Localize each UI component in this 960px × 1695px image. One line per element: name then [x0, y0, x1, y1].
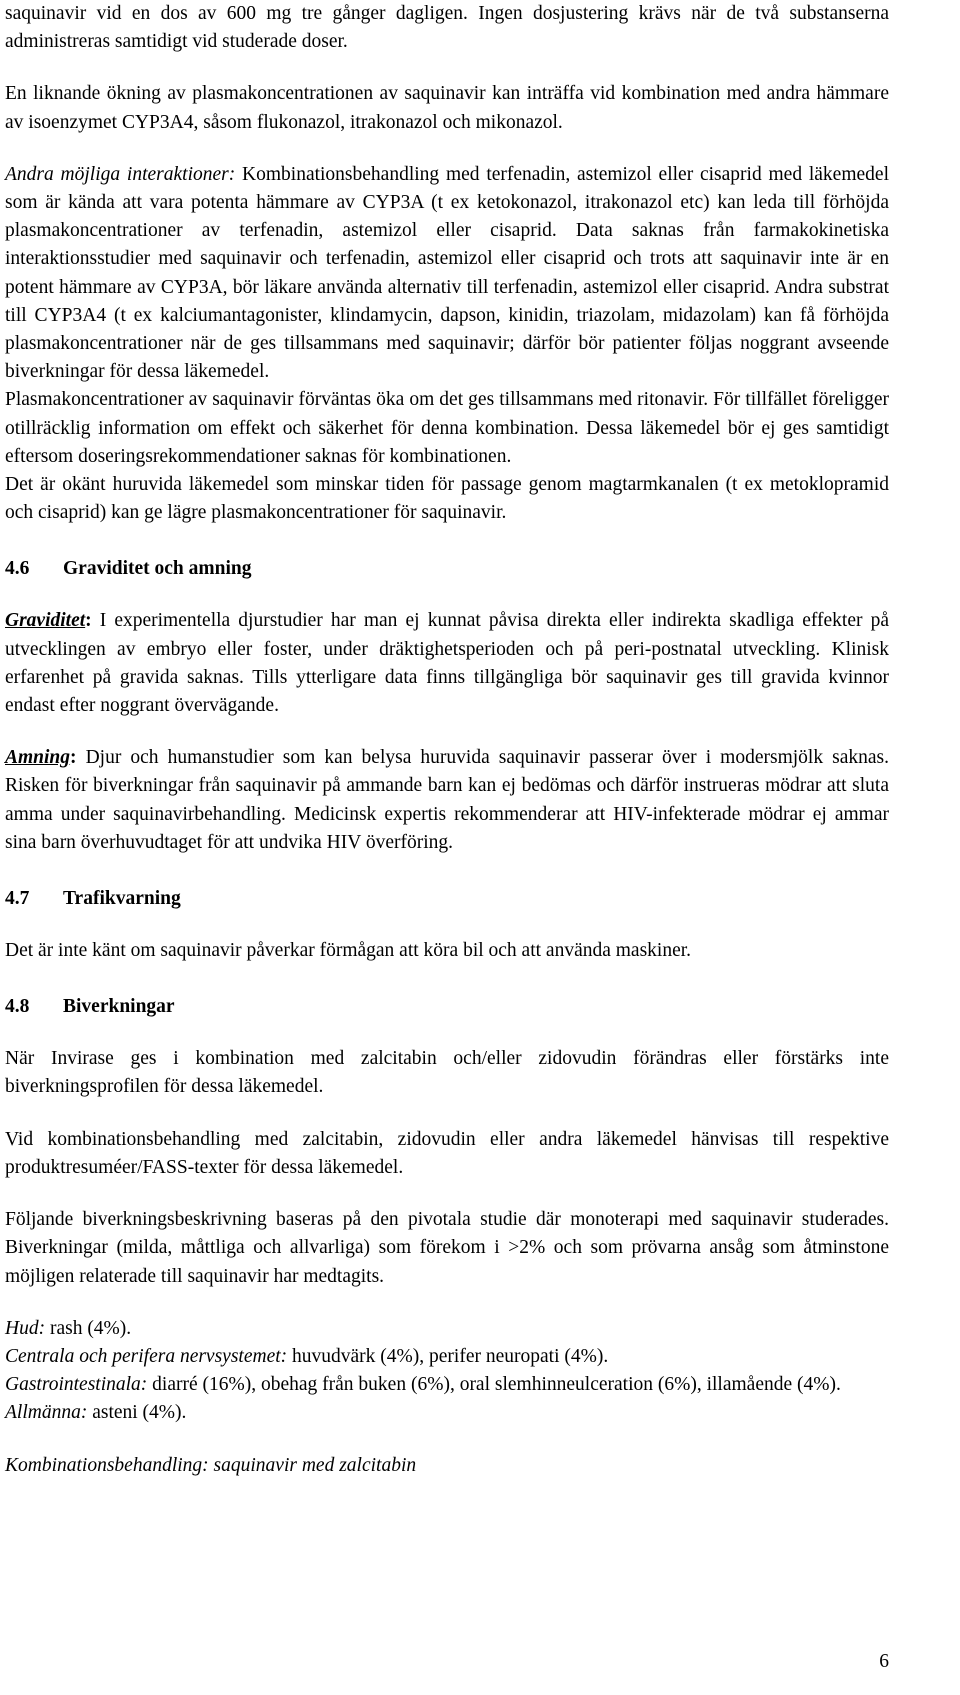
section-number: 4.8 [5, 996, 30, 1018]
adverse-nervous-text: huvudvärk (4%), perifer neuropati (4%). [287, 1345, 609, 1367]
section-heading-4-8 [5, 993, 889, 1021]
section-number: 4.6 [5, 558, 30, 580]
breastfeeding-text: Djur och humanstudier som kan belysa huruvida saquinavir passerar över i modersmjölk saknas. Risken för biverkningar från saquinavir på ammande barn kan ej bedömas och därför instrueras mödrar att sluta amma under saquinavirbehandling. Medicinsk expertis rekommenderar att HIV-infekterade mödrar ej ammar sina barn överhuvudtaget för att undvika HIV överföring. [5, 747, 889, 853]
adverse-skin-text: rash (4%). [45, 1317, 132, 1339]
other-interactions-text: Kombinationsbehandling med terfenadin, astemizol eller cisaprid med läkemedel som är kända att vara potenta hämmare av CYP3A (t ex ketokonazol, itrakonazol etc) kan leda till förhöjda plasmakoncentrationer av terfenadin, astemizol eller cisaprid. Data saknas från farmakokinetiska interaktionsstudier med saquinavir och terfenadin, astemizol eller cisaprid och trots att saquinavir inte är en potent hämmare av CYP3A, bör läkare använda alternativ till terfenadin, astemizol eller cisaprid. Andra substrat till CYP3A4 (t ex kalciumantagonister, klindamycin, dapson, kinidin, triazolam, midazolam) kan få förhöjda plasmakoncentrationer när de ges tillsammans med saquinavir; därför bör patienter följas noggrant avseende biverkningar för dessa läkemedel. [5, 163, 889, 383]
paragraph-reference: Vid kombinationsbehandling med zalcitabin, zidovudin eller andra läkemedel hänvisas till respektive produktresuméer/FASS-texter för dessa läkemedel. [5, 1128, 889, 1178]
adverse-gi-label: Gastrointestinala: [5, 1374, 148, 1396]
section-heading-4-7 [5, 885, 889, 913]
combination-subheading [5, 1452, 889, 1480]
adverse-nervous-system [5, 1343, 889, 1371]
adverse-general-label: Allmänna: [5, 1402, 88, 1424]
paragraph-ritonavir: Plasmakoncentrationer av saquinavir förväntas öka om det ges tillsammans med ritonavir. För tillfället föreligger otillräcklig information om effekt och säkerhet för denna kombination. Dessa läkemedel bör ej ges samtidigt eftersom doseringsrekommendationer saknas för kombinationen. [5, 389, 889, 467]
paragraph-pregnancy [5, 607, 889, 720]
paragraph-gi-passage: Det är okänt huruvida läkemedel som minskar tiden för passage genom magtarmkanalen (t ex metoklopramid och cisaprid) kan ge lägre plasmakoncentrationer för saquinavir. [5, 474, 889, 524]
adverse-general-text: asteni (4%). [87, 1402, 187, 1424]
page-number: 6 [879, 1651, 889, 1672]
paragraph-intro-1: saquinavir vid en dos av 600 mg tre gånger dagligen. Ingen dosjustering krävs när de två substanserna administreras samtidigt vid studerade doser. [5, 3, 889, 53]
adverse-skin-label: Hud: [5, 1317, 46, 1339]
pregnancy-colon: : [85, 610, 92, 632]
paragraph-other-interactions [5, 161, 889, 387]
paragraph-driving: Det är inte känt om saquinavir påverkar förmågan att köra bil och att använda maskiner. [5, 940, 692, 962]
adverse-gi-text: diarré (16%), obehag från buken (6%), oral slemhinneulceration (6%), illamående (4%). [147, 1374, 841, 1396]
adverse-nervous-label: Centrala och perifera nervsystemet: [5, 1345, 288, 1367]
other-interactions-label: Andra möjliga interaktioner: [5, 163, 236, 185]
adverse-skin [5, 1315, 889, 1343]
adverse-gastrointestinal [5, 1371, 889, 1399]
breastfeeding-label: Amning [5, 747, 71, 769]
paragraph-breastfeeding [5, 744, 889, 857]
paragraph-invirase-combo: När Invirase ges i kombination med zalcitabin och/eller zidovudin förändras eller förstärks inte biverkningsprofilen för dessa läkemedel. [5, 1048, 889, 1098]
section-title: Graviditet och amning [63, 558, 252, 580]
adverse-general [5, 1399, 889, 1427]
breastfeeding-colon: : [70, 747, 77, 769]
paragraph-side-effects-basis: Följande biverkningsbeskrivning baseras på den pivotala studie där monoterapi med saquinavir studerades. Biverkningar (milda, måttliga och allvarliga) som förekom i >2% och som prövarna ansåg som åtminstone möjligen relaterade till saquinavir har medtagits. [5, 1209, 889, 1287]
section-heading-4-6 [5, 555, 889, 583]
pregnancy-text: I experimentella djurstudier har man ej kunnat påvisa direkta eller indirekta skadliga effekter på utvecklingen av embryo eller foster, under dräktighetsperioden och på peri-postnatal utveckling. Klinisk erfarenhet på gravida saknas. Tills ytterligare data finns tillgängliga bör saquinavir ges till gravida kvinnor endast efter noggrant övervägande. [5, 610, 889, 717]
section-title: Trafikvarning [63, 888, 181, 910]
paragraph-intro-2: En liknande ökning av plasmakoncentrationen av saquinavir kan inträffa vid kombination med andra hämmare av isoenzymet CYP3A4, såsom flukonazol, itrakonazol och mikonazol. [5, 83, 889, 133]
combination-subheading-text: Kombinationsbehandling: saquinavir med zalcitabin [5, 1454, 417, 1476]
section-title: Biverkningar [63, 996, 175, 1018]
section-number: 4.7 [5, 888, 30, 910]
pregnancy-label: Graviditet [5, 610, 86, 632]
